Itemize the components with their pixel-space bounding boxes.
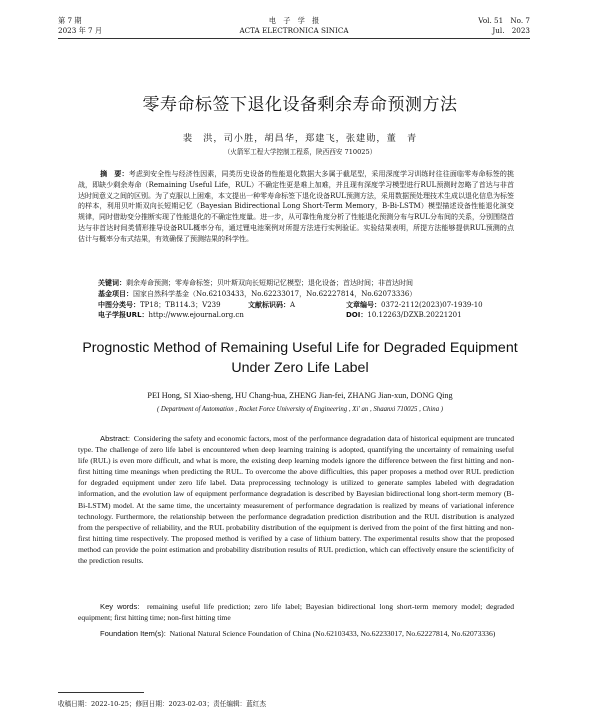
- fund-cn-label: 基金项目：: [98, 289, 133, 298]
- authors-en: PEI Hong, SI Xiao-sheng, HU Chang-hua, ZHENG Jian-fei, ZHANG Jian-xun, DONG Qing: [147, 391, 453, 400]
- fund-cn-text: 国家自然科学基金（No.62103433，No.62233017，No.62227814，No.62073336）: [133, 289, 417, 298]
- keywords-en-text: remaining useful life prediction; zero life label; Bayesian bidirectional long short-term memory model; degraded equipment; first hitting time; non-first hitting time: [78, 602, 514, 623]
- keywords-cn: [98, 278, 514, 289]
- abstract-cn-text: 考虑到安全性与经济性因素，同类历史设备的性能退化数据大多属于截尾型，采用深度学习训练时往往面临零寿命标签的挑战，即缺少剩余寿命（Remaining Useful Life，RUL）不确定性更是难上加难，并且现有深度学习模型进行RUL预测时忽略了首达与非首达时间意义之间的区别。为了克服以上困难，本文提出一种零寿命标签下退化设备RUL预测方法，采用数据预处理技术生成以退化信息为标签的样本，利用贝叶斯双向长短期记忆（Bayesian Bidirectional Long Short-Term Memory，B-Bi-LSTM）模型描述设备性能退化演变规律，同时借助变分推断实现了性能退化的不确定性度量。进一步，从可靠性角度分析了性能退化预测分布与RUL分布间的关系，分别围绕首达与非首达时间类情形推导设备RUL概率分布，通过锂电池案例对所提方法进行实例验证。实验结果表明，所提方法能够提供RUL预测的点估计与概率分布式结果，有效确保了预测结果的科学性。: [78, 170, 515, 243]
- affiliation-en: ( Department of Automation , Rocket Force University of Engineering , Xi' an , Shaanxi 710025 , China ): [156, 406, 444, 413]
- classification-row: [98, 300, 514, 311]
- doi-value[interactable]: 10.12263/DZXB.20221201: [367, 311, 462, 320]
- keywords-cn-text: 剩余寿命预测；零寿命标签；贝叶斯双向长短期记忆模型；退化设备；首达时间；非首达时间: [126, 279, 413, 287]
- journal-name-en: ACTA ELECTRONICA SINICA: [239, 26, 349, 35]
- abstract-en-label: Abstract:: [100, 434, 130, 443]
- footnote-dates: 收稿日期：2022-10-25；修回日期：2023-02-03；责任编辑：蓝红杰: [58, 700, 266, 708]
- metadata-cn: [98, 278, 514, 321]
- header-divider: [58, 38, 530, 39]
- volume: Vol. 51 No. 7: [478, 16, 530, 25]
- date-cn: 2023 年 7 月: [58, 26, 103, 35]
- title-en: [0, 338, 600, 378]
- article-no-value: 0372-2112(2023)07-1939-10: [381, 300, 483, 309]
- doc-code-value: A: [290, 300, 296, 309]
- issue-cn: 第 7 期: [58, 16, 82, 25]
- authors-cn: 裴 洪，司小胜，胡昌华，郑建飞，张建勋，董 青: [182, 133, 418, 144]
- foundation-en: [78, 628, 514, 639]
- doi-label: DOI：: [346, 311, 368, 320]
- journal-name-cn: 电 子 学 报: [268, 16, 320, 25]
- clc-value: TP18；TB114.3；V239: [140, 300, 221, 309]
- doc-code-label: 文献标识码：: [248, 300, 290, 309]
- abstract-en-text: Considering the safety and economic factors, most of the performance degradation data of historical equipment are truncated type. The challenge of zero life label is encountered when deep learning training is adopted, quantifying the uncertainty of remaining useful life (RUL) is even more difficult, and what is more, the existing deep learning models ignore the difference between the first hitting and non-first hitting time meanings when predicting the RUL. To overcome the above difficulties, this paper proposes a method over RUL prediction for degraded equipment under zero life label. Data preprocessing technology is utilized to generate samples labeled with degradation information, and the evolution law of equipment performance degradation is described by Bayesian bidirectional long short-term memory (B-Bi-LSTM) model. At the same time, the uncertainty measurement of performance degradation is realized by means of variational inference technology. Furthermore, the relationship between the performance degradation prediction distribution and the RUL distribution is analyzed from the perspective of reliability, and the RUL probability distribution of the equipment is derived from the point of the first hitting and non-first hitting time respectively. The proposed method is verified by a case of lithium battery. The experimental results show that the proposed method can provide the point estimation and probability distribution results of RUL prediction, which can effectively ensure the scientificity of the prediction results.: [78, 434, 515, 566]
- foundation-en-text: National Natural Science Foundation of China (No.62103433, No.62233017, No.62227814, No.62073336): [169, 629, 496, 638]
- keywords-cn-label: 关键词：: [98, 279, 126, 287]
- url-label: 电子学报URL：: [98, 311, 149, 320]
- header-right: [478, 16, 530, 36]
- url-doi-row: [98, 310, 514, 321]
- article-no-label: 文章编号：: [346, 300, 381, 309]
- keywords-en-label: Key words:: [100, 602, 140, 611]
- abstract-en: [78, 433, 514, 566]
- journal-url-link[interactable]: http://www.ejournal.org.cn: [148, 311, 244, 320]
- keywords-en: [78, 601, 514, 623]
- title-en-line2: Under Zero Life Label: [231, 360, 369, 376]
- clc-label: 中图分类号：: [98, 300, 140, 309]
- title-cn: 零寿命标签下退化设备剩余寿命预测方法: [142, 95, 458, 115]
- affiliation-cn: （火箭军工程大学控制工程系，陕西西安 710025）: [223, 148, 377, 156]
- title-en-line1: Prognostic Method of Remaining Useful Life for Degraded Equipment: [82, 340, 518, 356]
- abstract-cn: [78, 169, 514, 245]
- abstract-cn-label: 摘 要：: [100, 170, 129, 178]
- footnote-divider: [58, 692, 144, 693]
- fund-cn: [98, 289, 514, 300]
- page-header: [58, 16, 530, 38]
- foundation-en-label: Foundation Item(s):: [100, 629, 166, 638]
- header-center: [58, 16, 530, 36]
- date-en: Jul. 2023: [492, 26, 530, 35]
